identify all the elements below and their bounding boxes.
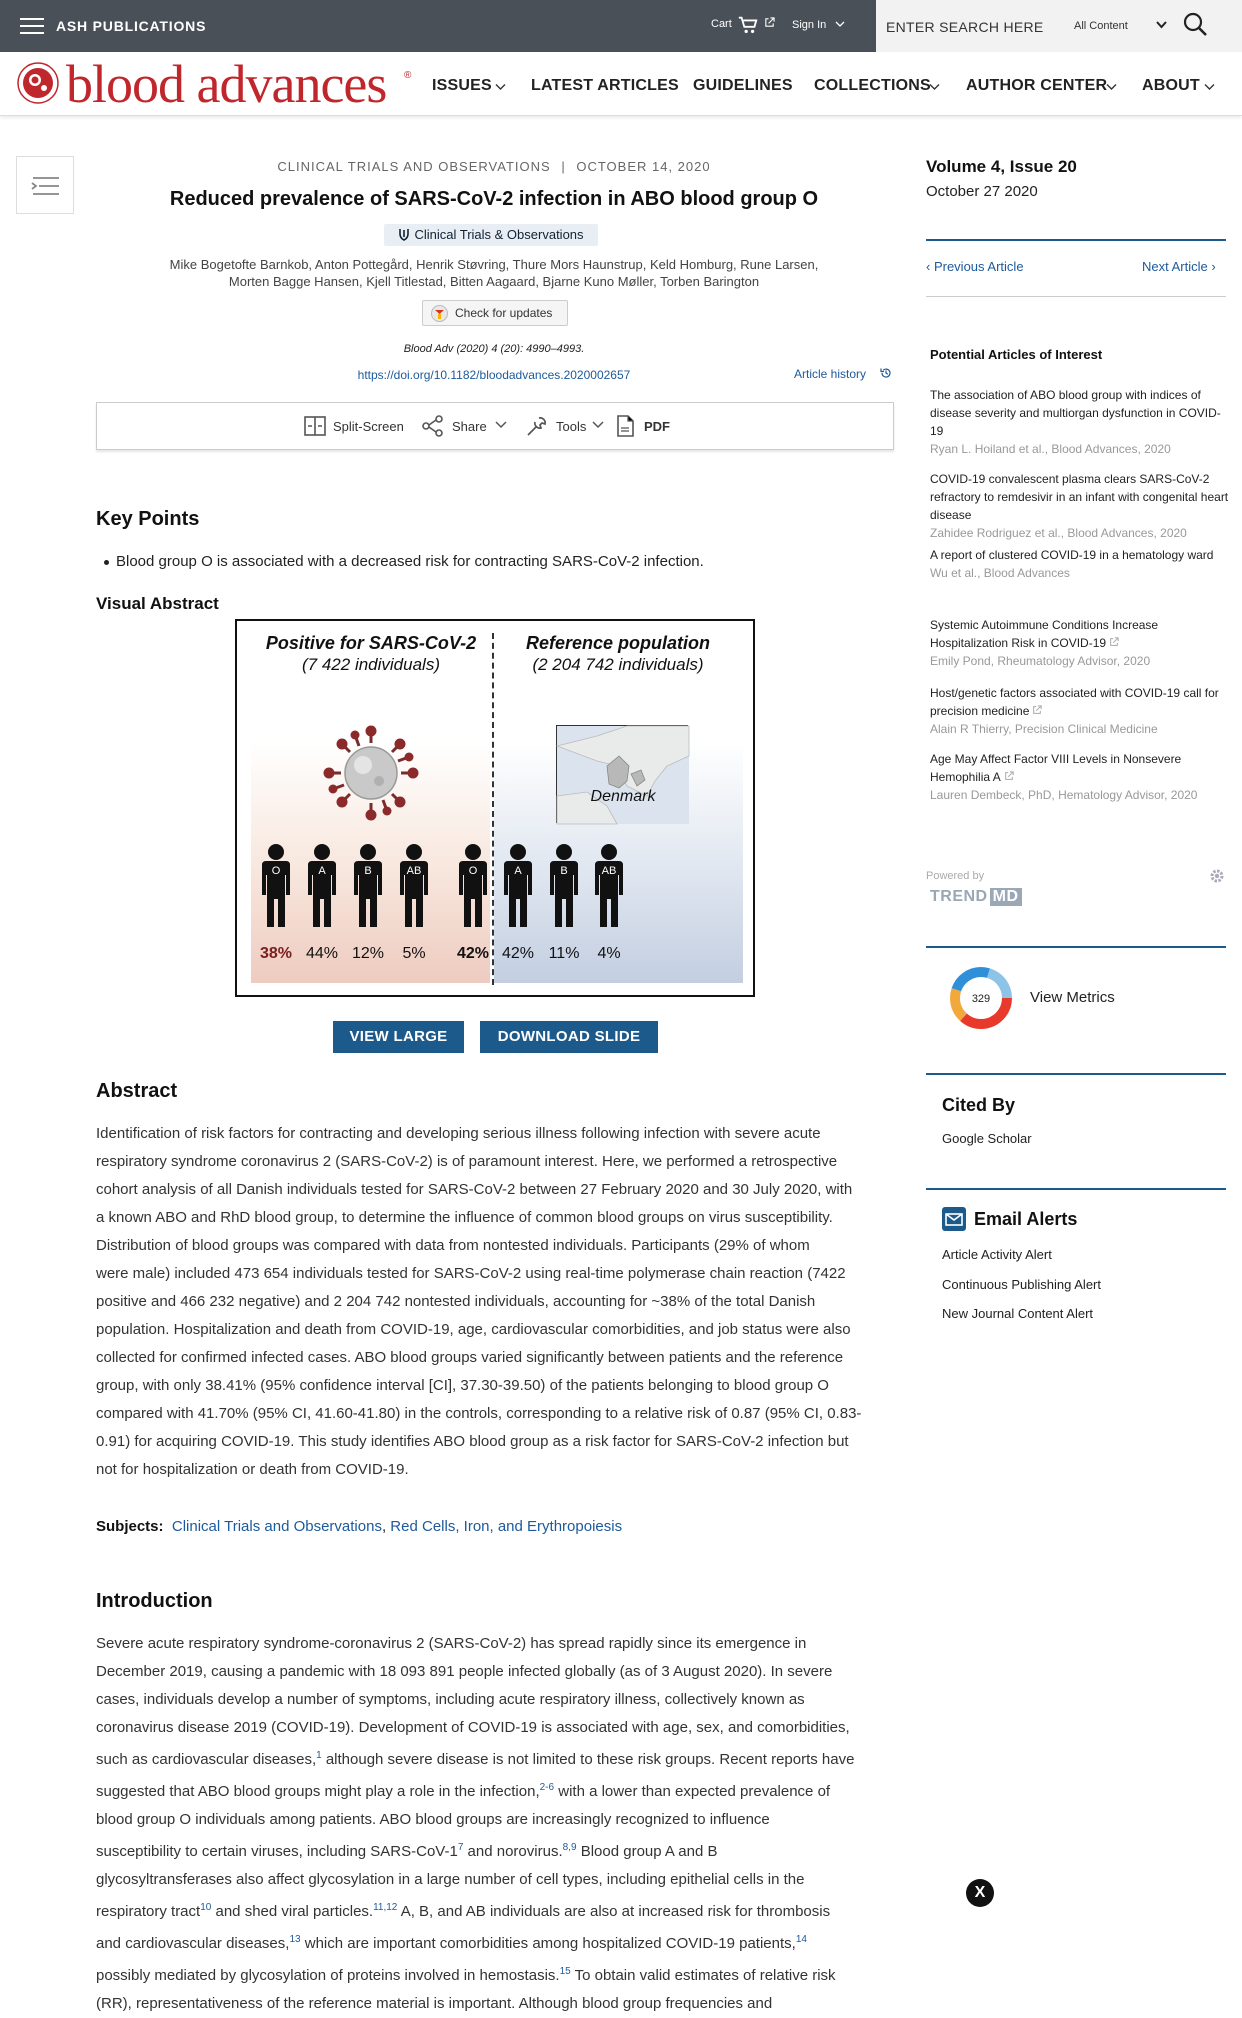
text-line: population. Hospitalization and death from COVID-19, age, cardiovascular comorbidities, and job status were also bbox=[96, 1321, 851, 1338]
sidebar-divider bbox=[926, 1073, 1226, 1075]
altmetric-score: 329 bbox=[971, 993, 991, 1005]
subjects-label: Subjects: bbox=[96, 1518, 164, 1535]
introduction-heading: Introduction bbox=[96, 1590, 213, 1612]
interest-article-source: Zahidee Rodriguez et al., Blood Advances, 2020 bbox=[930, 526, 1187, 540]
blood-group-label: AB bbox=[406, 865, 422, 877]
person-icon bbox=[589, 843, 629, 929]
text-line: not for hospitalization or death from COVID-19. bbox=[96, 1461, 409, 1478]
menu-icon[interactable] bbox=[20, 18, 44, 34]
reference-link[interactable]: 7 bbox=[457, 1842, 464, 1853]
tools-button[interactable]: Tools bbox=[556, 419, 587, 434]
person-icon bbox=[348, 843, 388, 929]
reference-panel-count: (2 204 742 individuals) bbox=[532, 655, 704, 674]
site-name[interactable]: ASH PUBLICATIONS bbox=[56, 18, 207, 34]
search-bar bbox=[876, 0, 1242, 52]
text-line: suggested that ABO blood groups might play a role in the infection,$^{2-6}$ with a lower than expected prevalence of bbox=[96, 1782, 831, 1800]
abstract-heading: Abstract bbox=[96, 1080, 178, 1102]
reference-percentage: 42% bbox=[501, 945, 535, 962]
reference-panel-title: Reference population bbox=[525, 633, 711, 653]
article-meta-line bbox=[96, 159, 892, 174]
external-link-icon bbox=[1032, 705, 1042, 715]
sidebar-divider bbox=[926, 239, 1226, 241]
interest-article-source: Lauren Dembeck, PhD, Hematology Advisor, 2020 bbox=[930, 788, 1198, 802]
sign-in-link[interactable]: Sign In bbox=[792, 19, 827, 31]
text-line: coronavirus disease 2019 (COVID-19). Development of COVID-19 is associated with age, sex, and comorbidities, bbox=[96, 1719, 850, 1736]
person-icon bbox=[498, 843, 538, 929]
interest-article-title[interactable]: COVID-19 convalescent plasma clears SARS-CoV-2 refractory to remdesivir in an infant with congenital heart disease bbox=[930, 472, 1229, 522]
positive-percentage: 5% bbox=[402, 945, 426, 962]
trendmd-text: TREND bbox=[930, 888, 988, 905]
text-line: collected for confirmed infected cases. ABO blood groups varied significantly between patients and the reference bbox=[96, 1349, 844, 1366]
nav-about[interactable]: ABOUT bbox=[1142, 77, 1200, 94]
text-line: compared with 41.70% (95% CI, 41.60-41.80) in the controls, corresponding to a relative risk of 0.87 (95% CI, 0.83- bbox=[96, 1405, 862, 1422]
article-title: Reduced prevalence of SARS-CoV-2 infection in ABO blood group O bbox=[169, 188, 819, 210]
article-tag-label: Clinical Trials & Observations bbox=[414, 227, 584, 242]
reference-link[interactable]: 15 bbox=[559, 1966, 571, 1977]
trendmd-badge: MD bbox=[990, 888, 1022, 906]
positive-percentage: 12% bbox=[351, 945, 385, 962]
article-tag[interactable] bbox=[384, 224, 598, 246]
positive-percentage: 38% bbox=[259, 945, 293, 962]
altmetric-donut-icon[interactable] bbox=[949, 966, 1013, 1030]
reference-link[interactable]: 8,9 bbox=[562, 1842, 577, 1853]
chevron-left-icon: ‹ bbox=[926, 259, 934, 274]
map-outline-icon bbox=[557, 726, 689, 824]
interest-article-title[interactable]: Host/genetic factors associated with COVID-19 call for precision medicine bbox=[930, 686, 1219, 718]
next-article-label: Next Article bbox=[1142, 259, 1208, 274]
positive-panel-title: Positive for SARS-CoV-2 bbox=[265, 633, 477, 653]
interest-article-source: Emily Pond, Rheumatology Advisor, 2020 bbox=[930, 654, 1151, 668]
text-line: respiratory tract$^{10}$ and shed viral particles.$^{11,12}$ A, B, and AB individuals are also at increased risk for thrombosis bbox=[96, 1902, 831, 1920]
text-line: susceptibility to certain viruses, including SARS-$CoV-1^7$ and norovirus.$^{8,9}$ Blood group A and B bbox=[96, 1842, 718, 1860]
interest-article-source: Ryan L. Hoiland et al., Blood Advances, 2020 bbox=[930, 442, 1171, 456]
authors-line-2[interactable]: Morten Bagge Hansen, Kjell Titlestad, Bitten Aagaard, Bjarne Kuno Møller, Torben Barington bbox=[228, 274, 760, 289]
reference-link[interactable]: 11,12 bbox=[373, 1902, 398, 1913]
reference-link[interactable]: 2-6 bbox=[539, 1782, 555, 1793]
chevron-down-icon[interactable] bbox=[1156, 20, 1167, 29]
chevron-down-icon[interactable] bbox=[495, 83, 506, 91]
reference-percentage: 42% bbox=[456, 945, 490, 962]
person-icon bbox=[394, 843, 434, 929]
share-button[interactable]: Share bbox=[452, 419, 487, 434]
map-label: Denmark bbox=[590, 788, 656, 805]
subject-link[interactable]: Clinical Trials and Observations bbox=[171, 1518, 382, 1535]
issue-volume[interactable]: Volume 4, Issue 20 bbox=[926, 157, 1077, 176]
citation-text: Blood Adv (2020) 4 (20): 4990–4993. bbox=[403, 343, 585, 355]
text-line: possibly mediated by glycosylation of proteins involved in hemostasis.$^{15}$ To obtain valid estimates of relative risk bbox=[96, 1966, 836, 1984]
text-line: positive and 466 232 negative) and 2 204 742 nontested individuals, accounting for ~38% of the total Danish bbox=[96, 1293, 816, 1310]
blood-group-label: A bbox=[318, 865, 326, 877]
external-link-icon bbox=[1004, 771, 1014, 781]
text-line: Distribution of blood groups was compared with data from nontested individuals. Participants (29% of whom bbox=[96, 1237, 810, 1254]
text-line: blood group O individuals among patients. ABO blood groups are increasingly recognized to influence bbox=[96, 1811, 770, 1828]
text-line: Identification of risk factors for contracting and developing serious illness following infection with severe acute bbox=[96, 1125, 821, 1142]
person-icon bbox=[302, 843, 342, 929]
toc-list-icon bbox=[30, 175, 62, 197]
blood-group-label: B bbox=[560, 865, 568, 877]
registered-mark: ® bbox=[404, 70, 412, 81]
reference-link[interactable]: 13 bbox=[289, 1934, 301, 1945]
split-screen-icon[interactable] bbox=[303, 414, 327, 438]
cart-link[interactable]: Cart bbox=[711, 18, 732, 30]
authors-line-1[interactable]: Mike Bogetofte Barnkob, Anton Pottegård, Henrik Støvring, Thure Mors Haunstrup, Keld Homburg, Rune Larsen, bbox=[169, 257, 819, 272]
nav-issues[interactable]: ISSUES bbox=[432, 77, 492, 94]
text-line: were male) included 473 654 individuals tested for SARS-CoV-2 using real-time polymerase chain reaction (7422 bbox=[96, 1265, 846, 1282]
nav-collections[interactable]: COLLECTIONS bbox=[814, 77, 931, 94]
sidebar-divider bbox=[926, 296, 1226, 297]
text-line: group, with only 38.41% (95% confidence interval [CI], 37.30-39.50) of the patients belonging to blood group O bbox=[96, 1377, 829, 1394]
blood-group-label: O bbox=[271, 865, 281, 877]
panel-divider bbox=[492, 633, 494, 985]
blood-group-label: O bbox=[468, 865, 478, 877]
text-line: (RR), representativeness of the reference material is important. Although blood group frequencies and bbox=[96, 1995, 773, 2012]
crossmark-icon bbox=[431, 305, 448, 322]
positive-panel-count: (7 422 individuals) bbox=[302, 655, 440, 674]
external-link-icon bbox=[764, 17, 775, 28]
text-line: a known ABO and RhD blood group, to determine the influence of common blood groups on virus susceptibility. bbox=[96, 1209, 833, 1226]
logo-wordmark[interactable]: blood advances bbox=[66, 54, 387, 114]
person-icon bbox=[453, 843, 493, 929]
search-scope-select[interactable]: All Content bbox=[1074, 20, 1128, 32]
alert-link[interactable]: Article Activity Alert bbox=[942, 1247, 1052, 1262]
top-bar bbox=[0, 0, 1242, 52]
meta-separator: | bbox=[561, 159, 566, 174]
interest-article-title[interactable]: A report of clustered COVID-19 in a hematology ward bbox=[930, 548, 1214, 562]
visual-abstract-heading: Visual Abstract bbox=[96, 594, 219, 613]
subjects-list: Subjects: Clinical Trials and Observations, Red Cells, Iron, and Erythropoiesis bbox=[96, 1518, 623, 1535]
check-for-updates-label: Check for updates bbox=[455, 306, 553, 320]
alert-link[interactable]: New Journal Content Alert bbox=[942, 1306, 1094, 1321]
issue-date: October 27 2020 bbox=[926, 183, 1038, 200]
doi-link[interactable]: https://doi.org/10.1182/bloodadvances.2020002657 bbox=[357, 368, 631, 382]
text-line: and cardiovascular diseases,$^{13}$ which are important comorbidities among hospitalized COVID-19 patients,$^{14}$ bbox=[96, 1934, 807, 1952]
text-line: glycosyltransferases also affect glycosylation in a large number of cell types, including epithelial cells in the bbox=[96, 1871, 805, 1888]
visual-abstract-figure[interactable] bbox=[235, 619, 755, 997]
chevron-right-icon: › bbox=[1207, 259, 1216, 274]
view-large-button[interactable]: VIEW LARGE bbox=[333, 1021, 464, 1053]
search-input[interactable]: ENTER SEARCH HERE bbox=[886, 19, 1044, 35]
text-line: 0.91) for acquiring COVID-19. This study identifies ABO blood group as a risk factor for SARS-CoV-2 infection but bbox=[96, 1433, 849, 1450]
google-scholar-link[interactable]: Google Scholar bbox=[942, 1131, 1032, 1146]
view-metrics-link[interactable]: View Metrics bbox=[1030, 989, 1115, 1006]
person-icon bbox=[544, 843, 584, 929]
interest-article-title[interactable]: Age May Affect Factor VIII Levels in Nonsevere Hemophilia A bbox=[930, 752, 1182, 784]
sidebar-divider bbox=[926, 946, 1226, 948]
nav-latest-articles[interactable]: LATEST ARTICLES bbox=[531, 77, 679, 94]
previous-article-label: Previous Article bbox=[933, 259, 1024, 274]
table-of-contents-button[interactable] bbox=[16, 156, 74, 214]
article-history-link[interactable]: Article history bbox=[794, 367, 867, 381]
denmark-map bbox=[556, 725, 688, 823]
interest-article[interactable] bbox=[930, 546, 1230, 582]
person-icon bbox=[256, 843, 296, 929]
key-point-item: Blood group O is associated with a decreased risk for contracting SARS-CoV-2 infection. bbox=[116, 553, 704, 570]
reference-link[interactable]: 1 bbox=[316, 1750, 322, 1761]
gear-icon[interactable] bbox=[1209, 868, 1225, 884]
article-category[interactable]: CLINICAL TRIALS AND OBSERVATIONS bbox=[277, 159, 551, 174]
abstract-text bbox=[96, 1120, 896, 1484]
interest-article[interactable] bbox=[930, 616, 1230, 670]
site-header bbox=[0, 52, 1242, 116]
interest-article-source: Wu et al., Blood Advances bbox=[930, 566, 1070, 580]
search-icon[interactable] bbox=[1182, 11, 1208, 37]
article-toolbar bbox=[96, 402, 894, 450]
shield-check-icon bbox=[398, 228, 410, 241]
download-slide-button[interactable]: DOWNLOAD SLIDE bbox=[480, 1021, 658, 1053]
text-line: cohort analysis of all Danish individuals tested for SARS-CoV-2 between 27 February 2020 and 30 July 2020, with bbox=[96, 1181, 853, 1198]
key-points-heading: Key Points bbox=[96, 508, 200, 530]
cart-icon[interactable] bbox=[737, 14, 759, 36]
blood-advances-logo-icon[interactable] bbox=[16, 61, 60, 105]
chevron-down-icon[interactable] bbox=[929, 83, 940, 91]
share-icon[interactable] bbox=[421, 414, 445, 438]
blood-group-label: A bbox=[514, 865, 522, 877]
articles-of-interest-heading: Potential Articles of Interest bbox=[930, 347, 1103, 362]
external-link-icon bbox=[1109, 637, 1119, 647]
split-screen-button[interactable]: Split-Screen bbox=[333, 419, 404, 434]
nav-guidelines[interactable]: GUIDELINES bbox=[693, 77, 793, 94]
subject-link[interactable]: Red Cells, Iron, and Erythropoiesis bbox=[390, 1518, 623, 1535]
powered-by-label: Powered by bbox=[926, 870, 985, 882]
pdf-button[interactable]: PDF bbox=[644, 419, 670, 434]
coronavirus-icon bbox=[323, 725, 419, 821]
email-alerts-heading: Email Alerts bbox=[974, 1209, 1078, 1229]
sidebar-divider bbox=[926, 1188, 1226, 1190]
article-date: OCTOBER 14, 2020 bbox=[576, 159, 711, 174]
tools-wrench-icon[interactable] bbox=[525, 414, 549, 438]
author-list bbox=[140, 256, 848, 290]
text-line: Severe acute respiratory syndrome-coronavirus 2 (SARS-CoV-2) has spread rapidly since its emergence in bbox=[96, 1635, 807, 1652]
check-for-updates-button[interactable] bbox=[422, 300, 568, 326]
history-icon[interactable] bbox=[880, 367, 892, 379]
interest-article[interactable] bbox=[930, 750, 1230, 804]
trendmd-logo[interactable] bbox=[930, 888, 1022, 906]
chevron-down-icon[interactable] bbox=[835, 20, 845, 28]
text-line: cases, individuals develop a number of symptoms, including acute respiratory illness, collectively known as bbox=[96, 1691, 805, 1708]
reference-link[interactable]: 14 bbox=[795, 1934, 807, 1945]
blood-group-label: B bbox=[364, 865, 372, 877]
chevron-down-icon[interactable] bbox=[494, 418, 508, 432]
pdf-file-icon[interactable] bbox=[613, 414, 637, 438]
blood-group-label: AB bbox=[601, 865, 617, 877]
interest-article-source: Alain R Thierry, Precision Clinical Medicine bbox=[930, 722, 1158, 736]
interest-article[interactable] bbox=[930, 470, 1230, 542]
text-line: such as cardiovascular diseases,$^1$ although severe disease is not limited to these risk groups. Recent reports have bbox=[96, 1750, 855, 1768]
chevron-down-icon[interactable] bbox=[1204, 83, 1215, 91]
alert-link[interactable]: Continuous Publishing Alert bbox=[942, 1277, 1101, 1292]
introduction-text bbox=[96, 1630, 896, 2018]
article-citation bbox=[96, 343, 892, 355]
interest-article-title[interactable]: The association of ABO blood group with indices of disease severity and multiorgan dysfunction in COVID-19 bbox=[930, 388, 1221, 438]
envelope-icon bbox=[942, 1207, 966, 1231]
cited-by-heading: Cited By bbox=[942, 1095, 1016, 1115]
reference-percentage: 11% bbox=[548, 945, 580, 962]
close-button[interactable]: X bbox=[966, 1879, 994, 1907]
interest-article[interactable] bbox=[930, 386, 1230, 458]
text-line: December 2019, causing a pandemic with 18 093 891 people infected globally (as of 3 August 2020). In severe bbox=[96, 1663, 833, 1680]
nav-author-center[interactable]: AUTHOR CENTER bbox=[966, 77, 1108, 94]
text-line: respiratory syndrome coronavirus 2 (SARS-CoV-2) is of paramount interest. Here, we performed a retrospective bbox=[96, 1153, 838, 1170]
interest-article-title[interactable]: Systemic Autoimmune Conditions Increase Hospitalization Risk in COVID-19 bbox=[930, 618, 1159, 650]
interest-article[interactable] bbox=[930, 684, 1230, 738]
previous-article-link[interactable] bbox=[926, 259, 1024, 274]
chevron-down-icon[interactable] bbox=[1106, 83, 1117, 91]
chevron-down-icon[interactable] bbox=[591, 418, 605, 432]
positive-percentage: 44% bbox=[305, 945, 339, 962]
next-article-link[interactable] bbox=[1142, 259, 1216, 274]
reference-link[interactable]: 10 bbox=[200, 1902, 212, 1913]
reference-percentage: 4% bbox=[597, 945, 621, 962]
